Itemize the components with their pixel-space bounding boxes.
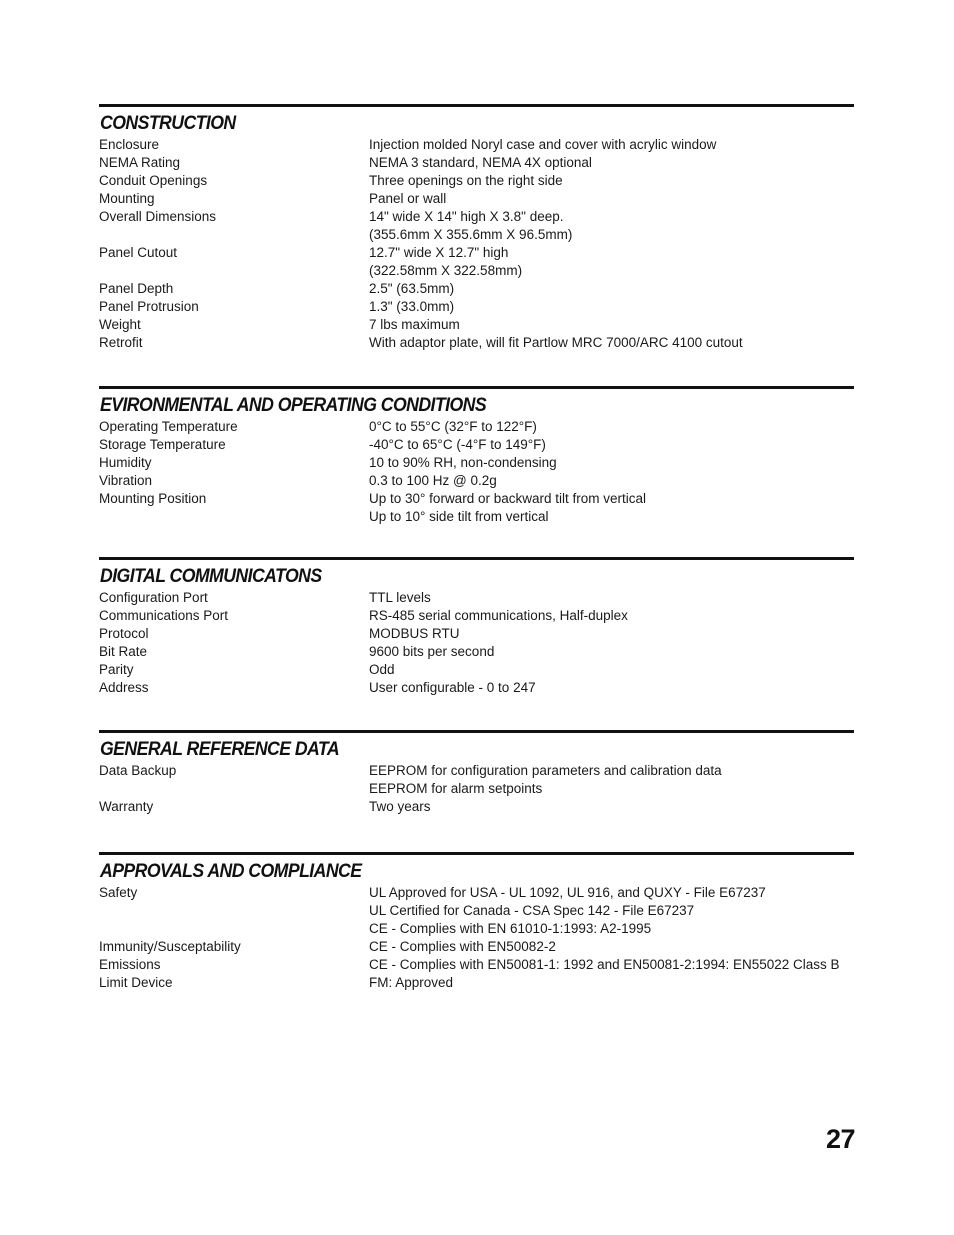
spec-value-line: (322.58mm X 322.58mm) [369, 263, 523, 278]
spec-label: Panel Cutout [99, 245, 178, 260]
spec-row [99, 436, 854, 454]
spec-section [99, 386, 854, 526]
spec-row [99, 454, 854, 472]
section-heading: APPROVALS AND COMPLIANCE [100, 861, 362, 882]
spec-value [369, 938, 556, 956]
spec-value-line: 0°C to 55°C (32°F to 122°F) [369, 419, 537, 434]
spec-value-line: 1.3" (33.0mm) [369, 299, 455, 314]
spec-row [99, 798, 854, 816]
spec-row [99, 884, 854, 938]
spec-value-line: UL Approved for USA - UL 1092, UL 916, and QUXY - File E67237 [369, 885, 766, 900]
spec-section [99, 730, 854, 816]
spec-row [99, 190, 854, 208]
spec-value-line: CE - Complies with EN 61010-1:1993: A2-1995 [369, 921, 652, 936]
spec-row [99, 172, 854, 190]
spec-value-line: With adaptor plate, will fit Partlow MRC 7000/ARC 4100 cutout [369, 335, 743, 350]
spec-label: Mounting Position [99, 491, 207, 506]
spec-value-line: Panel or wall [369, 191, 447, 206]
spec-label: Warranty [99, 799, 154, 814]
spec-value-line: Two years [369, 799, 431, 814]
spec-label: Conduit Openings [99, 173, 208, 188]
spec-label: Safety [99, 885, 138, 900]
spec-label: Address [99, 680, 149, 695]
spec-value-line: Three openings on the right side [369, 173, 563, 188]
spec-value-line: EEPROM for configuration parameters and calibration data [369, 763, 722, 778]
spec-row [99, 938, 854, 956]
section-heading: CONSTRUCTION [100, 113, 236, 134]
spec-label: Bit Rate [99, 644, 148, 659]
spec-value [369, 154, 592, 172]
spec-label: Overall Dimensions [99, 209, 217, 224]
spec-row [99, 643, 854, 661]
spec-row [99, 607, 854, 625]
spec-label: Vibration [99, 473, 153, 488]
section-heading: DIGITAL COMMUNICATONS [100, 566, 322, 587]
spec-row [99, 956, 854, 974]
spec-section [99, 104, 854, 352]
spec-row [99, 472, 854, 490]
spec-label: Storage Temperature [99, 437, 226, 452]
spec-value [369, 436, 546, 454]
spec-value [369, 316, 460, 334]
spec-value-line: User configurable - 0 to 247 [369, 680, 536, 695]
spec-value-line: TTL levels [369, 590, 431, 605]
section-heading: GENERAL REFERENCE DATA [100, 739, 340, 760]
spec-value-line: (355.6mm X 355.6mm X 96.5mm) [369, 227, 573, 242]
spec-label: Parity [99, 662, 134, 677]
spec-value-line: CE - Complies with EN50081-1: 1992 and EN50081-2:1994: EN55022 Class B [369, 957, 840, 972]
spec-value-line: Up to 30° forward or backward tilt from vertical [369, 491, 646, 506]
spec-row [99, 418, 854, 436]
spec-value-line: 9600 bits per second [369, 644, 495, 659]
spec-value-line: MODBUS RTU [369, 626, 460, 641]
spec-value [369, 589, 431, 607]
spec-row [99, 280, 854, 298]
spec-label: Mounting [99, 191, 155, 206]
spec-label: Communications Port [99, 608, 229, 623]
section-divider [99, 730, 854, 733]
spec-row [99, 244, 854, 280]
spec-row [99, 974, 854, 992]
section-heading: EVIRONMENTAL AND OPERATING CONDITIONS [100, 395, 487, 416]
spec-label: Enclosure [99, 137, 160, 152]
spec-row [99, 316, 854, 334]
spec-section [99, 557, 854, 697]
spec-value [369, 956, 840, 974]
spec-label: Immunity/Susceptability [99, 939, 241, 954]
spec-value [369, 136, 716, 154]
spec-value-line: Injection molded Noryl case and cover with acrylic window [369, 137, 717, 152]
spec-value [369, 298, 454, 316]
spec-value-line: 7 lbs maximum [369, 317, 460, 332]
page-number: 27 [826, 1124, 856, 1154]
section-divider [99, 386, 854, 389]
spec-value-line: RS-485 serial communications, Half-duplex [369, 608, 628, 623]
spec-row [99, 679, 854, 697]
spec-value [369, 418, 537, 436]
spec-value [369, 472, 497, 490]
spec-value-line: NEMA 3 standard, NEMA 4X optional [369, 155, 592, 170]
spec-label: Retrofit [99, 335, 143, 350]
spec-label: Emissions [99, 957, 161, 972]
section-divider [99, 104, 854, 107]
spec-value [369, 798, 431, 816]
spec-value [369, 490, 646, 526]
spec-value-line: Odd [369, 662, 395, 677]
spec-row [99, 136, 854, 154]
spec-value [369, 661, 395, 679]
section-divider [99, 852, 854, 855]
spec-value-line: Up to 10° side tilt from vertical [369, 509, 549, 524]
spec-value [369, 679, 536, 697]
spec-label: Humidity [99, 455, 152, 470]
spec-row [99, 490, 854, 526]
spec-value-line: 10 to 90% RH, non-condensing [369, 455, 557, 470]
spec-value [369, 190, 446, 208]
spec-value-line: EEPROM for alarm setpoints [369, 781, 543, 796]
spec-value [369, 625, 460, 643]
spec-value-line: CE - Complies with EN50082-2 [369, 939, 556, 954]
spec-row [99, 154, 854, 172]
spec-section [99, 852, 854, 992]
spec-value-line: 14" wide X 14" high X 3.8" deep. [369, 209, 564, 224]
spec-label: NEMA Rating [99, 155, 181, 170]
spec-row [99, 208, 854, 244]
spec-label: Panel Protrusion [99, 299, 199, 314]
spec-label: Panel Depth [99, 281, 174, 296]
spec-label: Limit Device [99, 975, 173, 990]
section-divider [99, 557, 854, 560]
spec-row [99, 298, 854, 316]
spec-value [369, 762, 722, 798]
spec-value [369, 172, 563, 190]
spec-label: Operating Temperature [99, 419, 238, 434]
spec-value [369, 974, 453, 992]
spec-value [369, 280, 454, 298]
spec-value-line: -40°C to 65°C (-4°F to 149°F) [369, 437, 546, 452]
spec-row [99, 334, 854, 352]
spec-value-line: 2.5" (63.5mm) [369, 281, 455, 296]
spec-label: Protocol [99, 626, 149, 641]
spec-value-line: 12.7" wide X 12.7" high [369, 245, 509, 260]
spec-row [99, 762, 854, 798]
spec-value [369, 643, 494, 661]
spec-label: Configuration Port [99, 590, 208, 605]
spec-value-line: UL Certified for Canada - CSA Spec 142 - File E67237 [369, 903, 695, 918]
spec-value [369, 454, 557, 472]
spec-value-line: 0.3 to 100 Hz @ 0.2g [369, 473, 497, 488]
spec-value [369, 607, 628, 625]
spec-row [99, 661, 854, 679]
spec-label: Weight [99, 317, 141, 332]
spec-value [369, 884, 766, 938]
spec-label: Data Backup [99, 763, 177, 778]
spec-row [99, 589, 854, 607]
spec-value [369, 208, 572, 244]
spec-value [369, 244, 522, 280]
spec-value [369, 334, 743, 352]
spec-row [99, 625, 854, 643]
spec-value-line: FM: Approved [369, 975, 454, 990]
